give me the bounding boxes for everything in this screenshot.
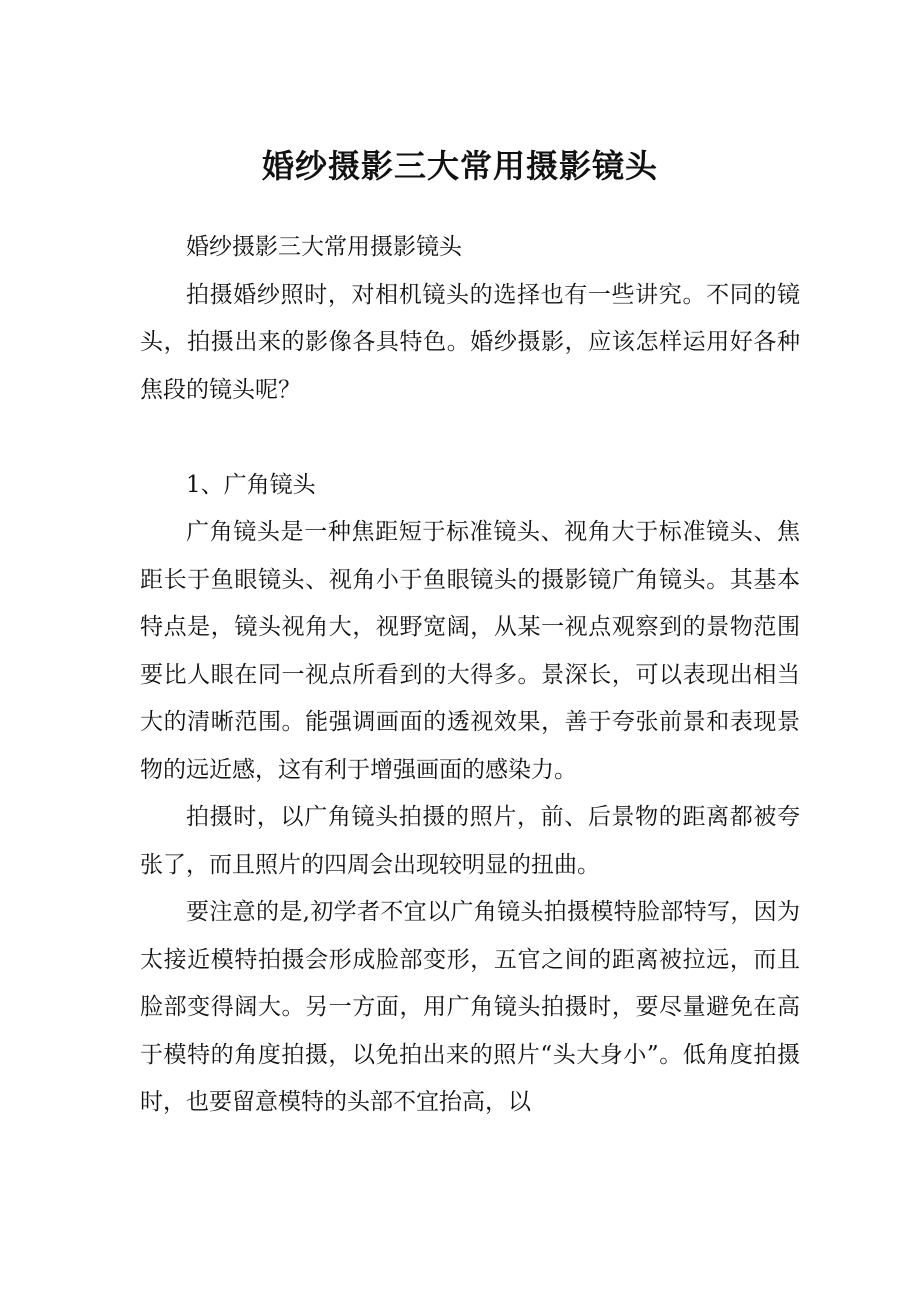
paragraph-intro: 拍摄婚纱照时，对相机镜头的选择也有一些讲究。不同的镜头，拍摄出来的影像各具特色。婚纱摄影，应该怎样运用好各种焦段的镜头呢？	[140, 281, 800, 403]
document-body	[140, 224, 800, 1127]
paragraph-spacer	[140, 414, 800, 462]
section-heading-wide-angle: 1、广角镜头	[186, 471, 316, 498]
document-title: 婚纱摄影三大常用摄影镜头	[261, 147, 658, 185]
paragraph-wide-angle-distortion: 拍摄时，以广角镜头拍摄的照片，前、后景物的距离都被夸张了，而且照片的四周会出现较明显的扭曲。	[140, 804, 800, 878]
paragraph-wide-angle-definition: 广角镜头是一种焦距短于标准镜头、视角大于标准镜头、焦距长于鱼眼镜头、视角小于鱼眼镜头的摄影镜广角镜头。其基本特点是，镜头视角大，视野宽阔，从某一视点观察到的景物范围要比人眼在同一视点所看到的大得多。景深长，可以表现出相当大的清晰范围。能强调画面的透视效果，善于夸张前景和表现景物的远近感，这有利于增强画面的感染力。	[140, 519, 800, 783]
paragraph-subtitle: 婚纱摄影三大常用摄影镜头	[186, 234, 462, 260]
paragraph-wide-angle-caution: 要注意的是,初学者不宜以广角镜头拍摄模特脸部特写，因为太接近模特拍摄会形成脸部变形，五官之间的距离被拉远，而且脸部变得阔大。另一方面，用广角镜头拍摄时，要尽量避免在高于模特的角度拍摄，以免拍出来的照片“头大身小”。低角度拍摄时，也要留意模特的头部不宜抬高，以	[140, 899, 800, 1115]
